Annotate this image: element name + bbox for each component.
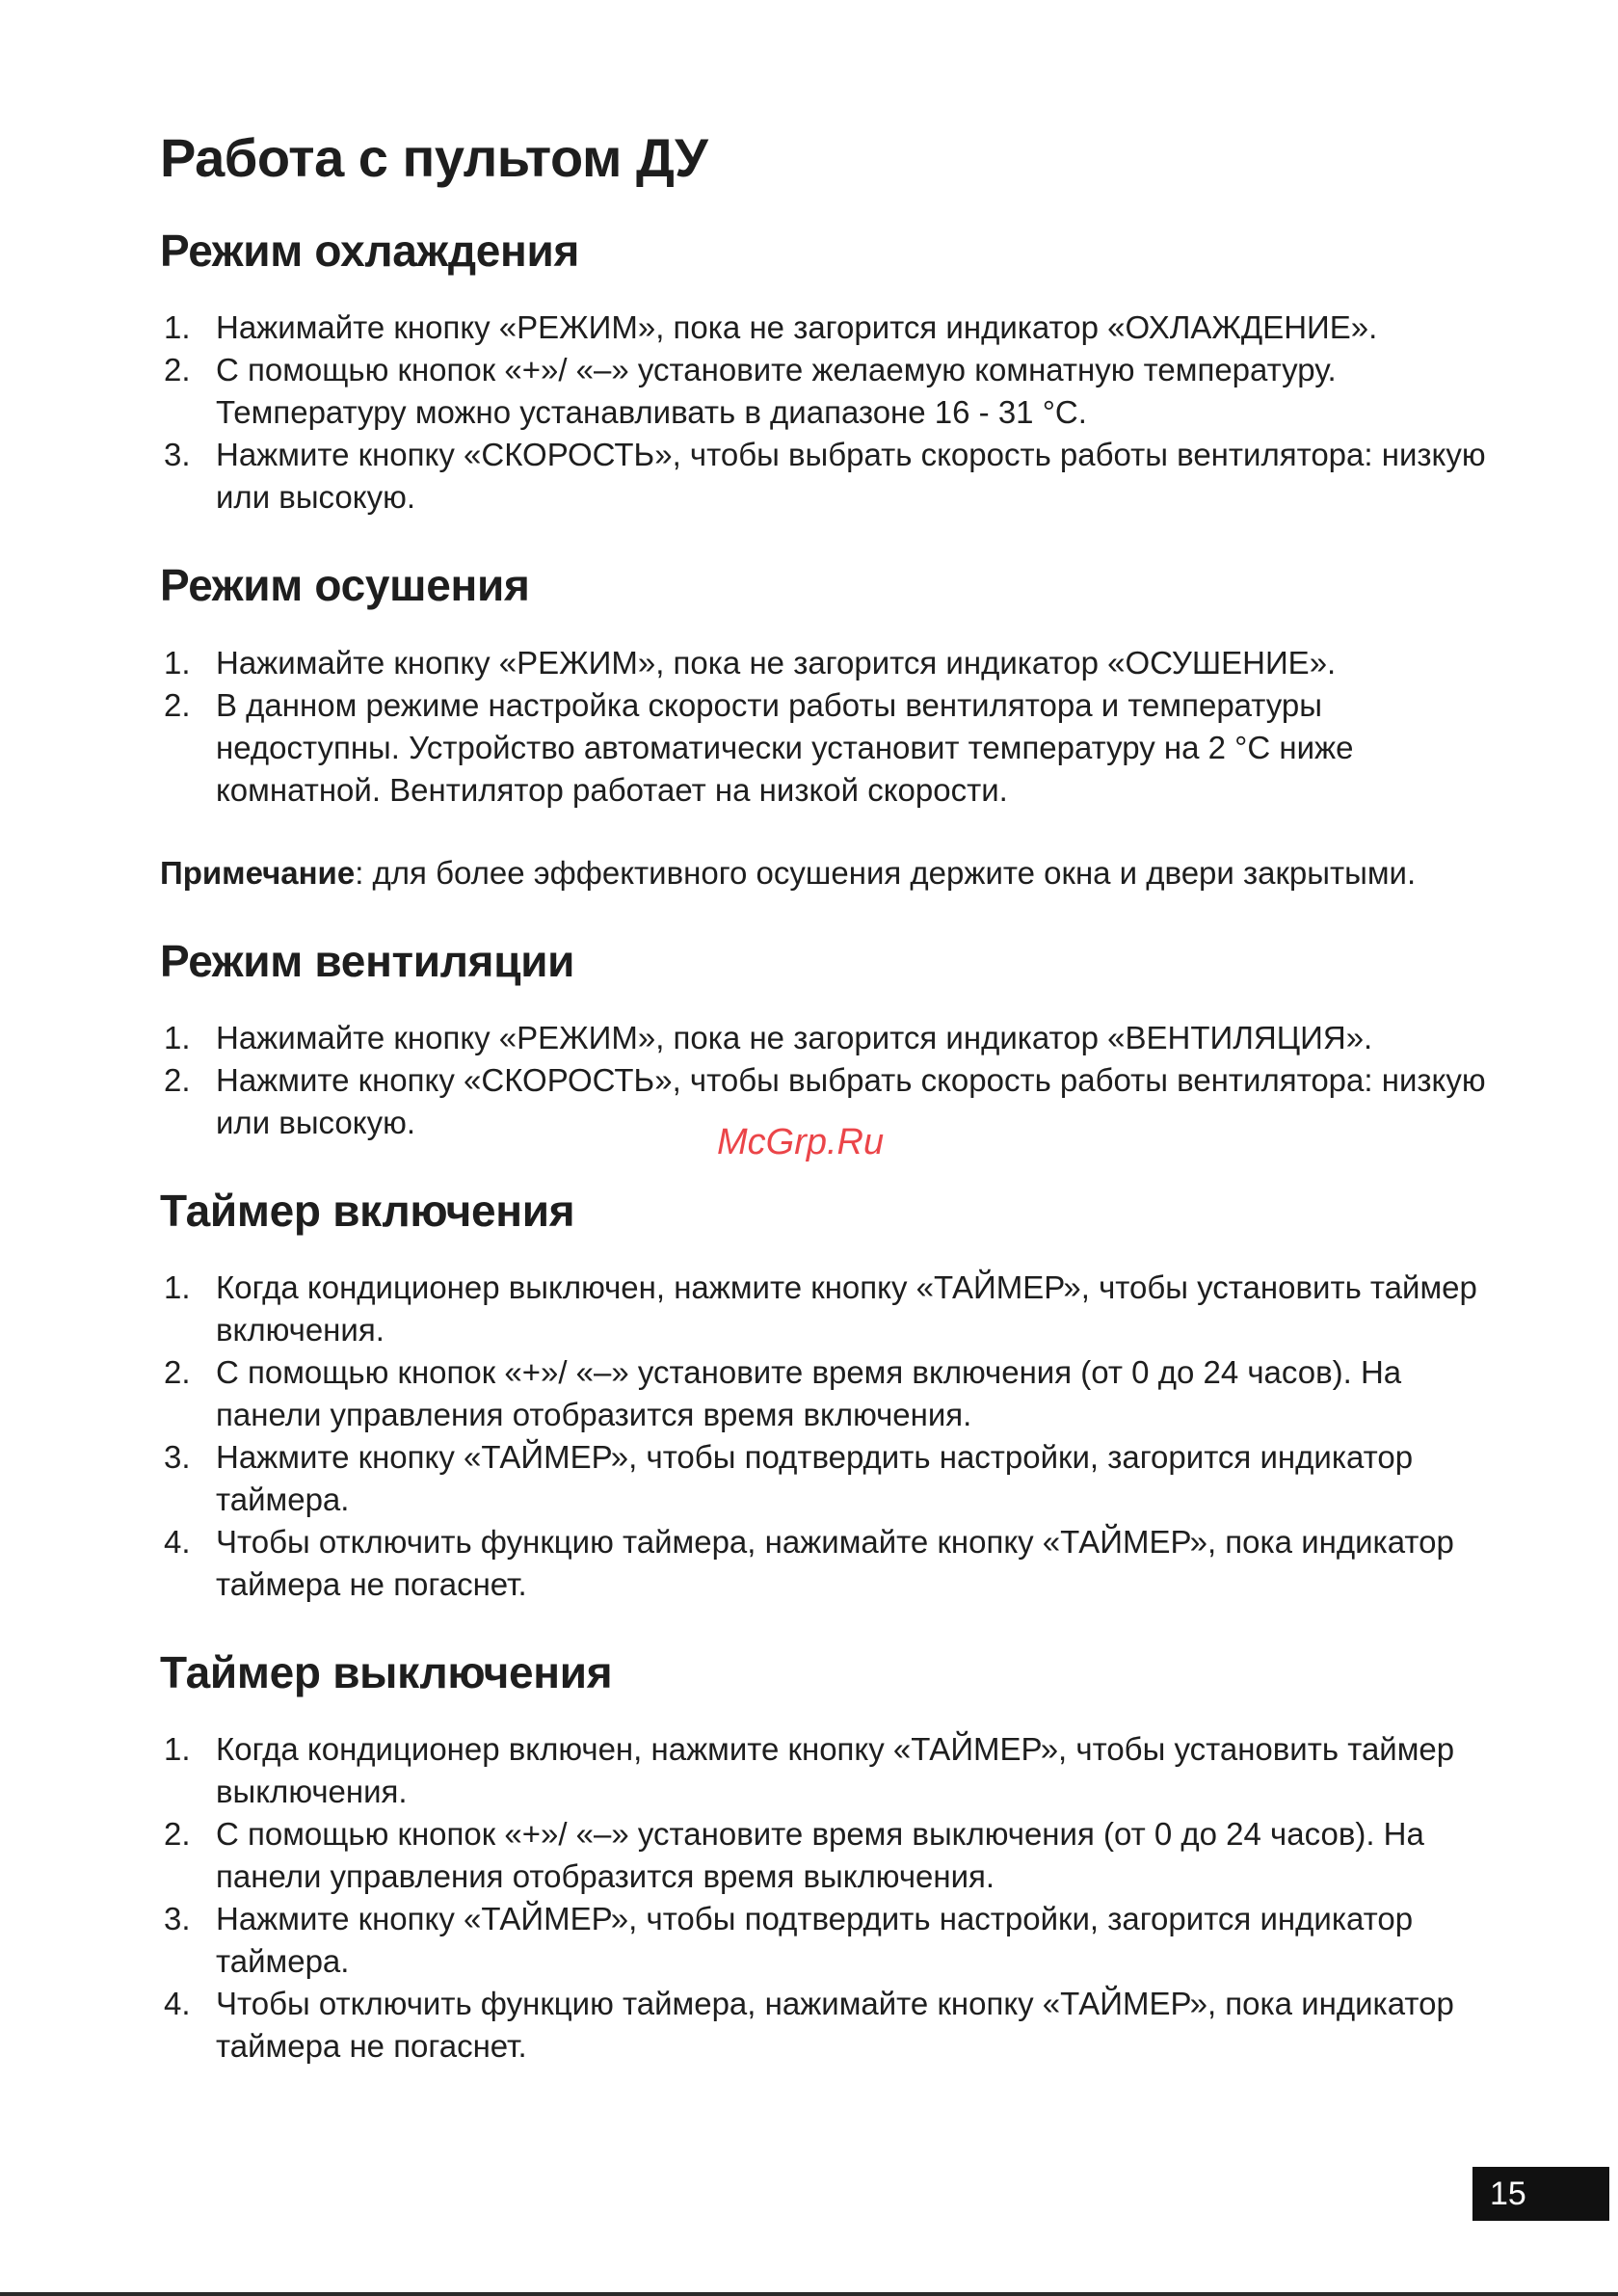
- list-item: 2. С помощью кнопок «+»/ «–» установите желаемую комнатную температуру. Температуру можно устанавливать в диапазоне 16 - 31 °С.: [164, 352, 1337, 431]
- list-item: 1. Когда кондиционер выключен, нажмите кнопку «ТАЙМЕР», чтобы установить таймер включения.: [164, 1268, 1477, 1348]
- list-item: 2. С помощью кнопок «+»/ «–» установите время включения (от 0 до 24 часов). На панели управления отобразится время включения.: [164, 1353, 1402, 1432]
- section-drying: [160, 559, 1490, 894]
- section-heading-drying: Режим осушения: [160, 560, 530, 611]
- section-timer-on: [160, 1185, 1490, 1606]
- list-item: 1. Нажимайте кнопку «РЕЖИМ», пока не загорится индикатор «ОСУШЕНИЕ».: [164, 644, 1337, 681]
- list-item: 2. В данном режиме настройка скорости работы вентилятора и температуры недоступны. Устройство автоматически установит температуру на 2 °С ниже комнатной. Вентилятор работает на низкой скорости.: [164, 686, 1354, 808]
- note-text: : для более эффективного осушения держите окна и двери закрытыми.: [355, 854, 1417, 891]
- list-item: 3. Нажмите кнопку «ТАЙМЕР», чтобы подтвердить настройки, загорится индикатор таймера.: [164, 1901, 1414, 1980]
- section-timer-off: [160, 1646, 1490, 2068]
- list-item: 4. Чтобы отключить функцию таймера, нажимайте кнопку «ТАЙМЕР», пока индикатор таймера не погаснет.: [164, 1986, 1454, 2065]
- list-item: 2. С помощью кнопок «+»/ «–» установите время выключения (от 0 до 24 часов). На панели управления отобразится время выключения.: [164, 1816, 1424, 1895]
- list-item: 3. Нажмите кнопку «СКОРОСТЬ», чтобы выбрать скорость работы вентилятора: низкую или высокую.: [164, 437, 1486, 516]
- cooling-steps: [160, 307, 1490, 519]
- section-heading-timer-on: Таймер включения: [160, 1185, 575, 1236]
- list-item: 1. Нажимайте кнопку «РЕЖИМ», пока не загорится индикатор «ВЕНТИЛЯЦИЯ».: [164, 1019, 1373, 1055]
- section-heading-cooling: Режим охлаждения: [160, 226, 580, 277]
- list-item: 4. Чтобы отключить функцию таймера, нажимайте кнопку «ТАЙМЕР», пока индикатор таймера не погаснет.: [164, 1523, 1454, 1602]
- section-ventilation: [160, 935, 1490, 1144]
- section-heading-timer-off: Таймер выключения: [160, 1646, 613, 1697]
- list-item: 1. Нажимайте кнопку «РЕЖИМ», пока не загорится индикатор «ОХЛАЖДЕНИЕ».: [164, 309, 1378, 346]
- note-label: Примечание: [160, 854, 356, 891]
- timer-on-steps: [160, 1267, 1490, 1606]
- page-title: Работа с пультом ДУ: [160, 127, 708, 188]
- section-cooling: [160, 225, 1490, 519]
- bottom-divider: [0, 2292, 1618, 2296]
- list-item: 2. Нажмите кнопку «СКОРОСТЬ», чтобы выбрать скорость работы вентилятора: низкую или высокую.: [164, 1061, 1486, 1140]
- drying-note: [160, 852, 1490, 894]
- list-item: 1. Когда кондиционер включен, нажмите кнопку «ТАЙМЕР», чтобы установить таймер выключения.: [164, 1731, 1455, 1810]
- page-number: 15: [1472, 2167, 1609, 2221]
- document-page: [160, 125, 1490, 2108]
- timer-off-steps: [160, 1728, 1490, 2068]
- drying-steps: [160, 642, 1490, 812]
- watermark: McGrp.Ru: [717, 1122, 885, 1162]
- list-item: 3. Нажмите кнопку «ТАЙМЕР», чтобы подтвердить настройки, загорится индикатор таймера.: [164, 1438, 1414, 1517]
- section-heading-ventilation: Режим вентиляции: [160, 935, 575, 986]
